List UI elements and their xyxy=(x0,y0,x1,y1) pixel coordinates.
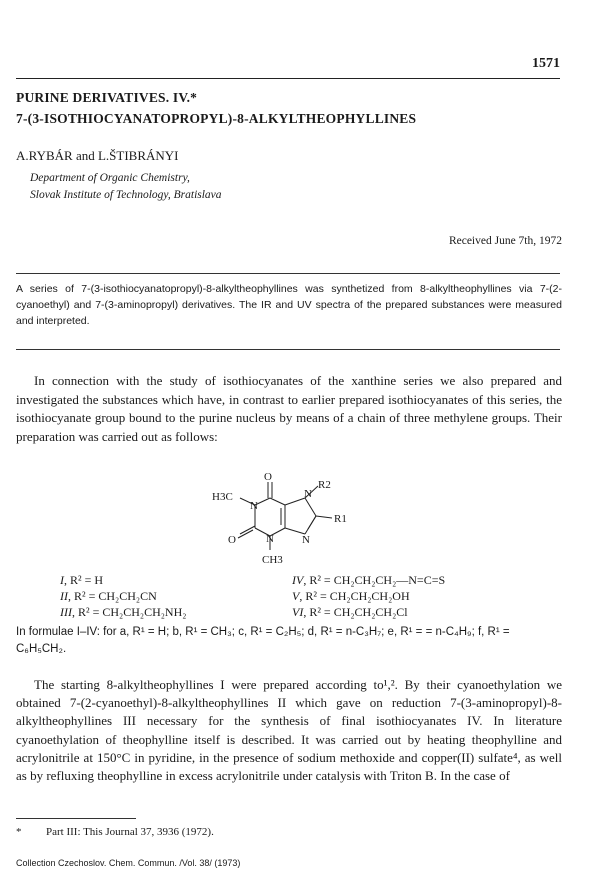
abstract: A series of 7-(3-isothiocyanatopropyl)-8-alkyltheophyllines was synthetized from 8-alkyltheophyllines via 7-(2-cyanoethyl) and 7-(3-aminopropyl) derivatives. The IR and UV spectra of the prepared substances were measured and interpreted. xyxy=(16,283,562,327)
atom-n9: N xyxy=(302,534,310,546)
compound-item: III, R² = CH₂CH₂CH₂NH₂ xyxy=(60,605,187,619)
atom-ch3: CH3 xyxy=(262,554,283,566)
abstract-rule-top xyxy=(16,273,560,274)
compound-row xyxy=(60,588,560,604)
affiliation-line-1: Department of Organic Chemistry, xyxy=(30,172,190,184)
page-number: 1571 xyxy=(532,56,560,71)
affiliation xyxy=(30,170,222,204)
footnote-text: Part III: This Journal 37, 3936 (1972). xyxy=(46,826,214,838)
atom-o-top: O xyxy=(264,471,272,483)
title-line-2: 7-(3-ISOTHIOCYANATOPROPYL)-8-ALKYLTHEOPHYLLINES xyxy=(16,111,417,126)
compound-item: V, R² = CH₂CH₂CH₂OH xyxy=(292,589,410,603)
atom-r1: R1 xyxy=(334,513,347,525)
compound-row xyxy=(60,604,560,620)
compound-item: VI, R² = CH₂CH₂CH₂Cl xyxy=(292,605,408,619)
atom-n1: N xyxy=(250,500,258,512)
compound-item: II, R² = CH₂CH₂CN xyxy=(60,589,157,603)
affiliation-line-2: Slovak Institute of Technology, Bratislava xyxy=(30,189,222,201)
atom-n7: N xyxy=(304,488,312,500)
footnote-rule xyxy=(16,818,136,819)
compound-definitions xyxy=(60,572,560,620)
atom-h3c: H3C xyxy=(212,491,233,503)
journal-reference: Collection Czechoslov. Chem. Commun. /Vol. 38/ (1973) xyxy=(16,858,241,868)
body-paragraph: The starting 8-alkyltheophyllines I were prepared according to¹,². By their cyanoethylation we obtained 7-(2-cyanoethyl)-8-alkyltheophyllines II which gave on reduction 7-(3-aminopropyl)-8-alkyltheophyllines III necessary for the synthesis of final isothiocyanates IV. In literature cyanoethylation of theophylline itself is described. It was carried out by heating theophylline and acrylonitrile at 150°C in pyridine, in the presence of sodium methoxide and copper(II) sulfate⁴, as well as by refluxing theophylline in excess acrylonitrile under catalysis with Triton B. In the case of xyxy=(16,677,562,784)
purine-structure-diagram xyxy=(200,470,370,570)
title-line-1: PURINE DERIVATIVES. IV.* xyxy=(16,90,198,105)
footnote xyxy=(16,826,214,838)
abstract-rule-bottom xyxy=(16,349,560,350)
footnote-mark: * xyxy=(16,826,22,838)
compound-row xyxy=(60,572,560,588)
formulae-note: In formulae I–IV: for a, R¹ = H; b, R¹ = CH₃; c, R¹ = C₂H₅; d, R¹ = n-C₃H₇; e, R¹ = = n-C₄H₉; f, R¹ = C₆H₅CH₂. xyxy=(16,626,510,655)
compound-item: IV, R² = CH₂CH₂CH₂—N=C=S xyxy=(292,573,446,587)
compound-item: I, R² = H xyxy=(60,573,104,587)
header-rule xyxy=(16,78,560,79)
atom-o-left: O xyxy=(228,534,236,546)
atom-n3: N xyxy=(266,533,274,545)
atom-r2: R2 xyxy=(318,479,331,491)
authors: A.RYBÁR and L.ŠTIBRÁNYI xyxy=(16,148,179,163)
received-date: Received June 7th, 1972 xyxy=(448,235,562,247)
intro-paragraph: In connection with the study of isothiocyanates of the xanthine series we also prepared and investigated the substances which have, in contrast to earlier prepared isothiocyanates of this series, the isothiocyanate group bound to the purine nucleus by means of a chain of three methylene groups. Their preparation was carried out as follows: xyxy=(16,373,562,444)
